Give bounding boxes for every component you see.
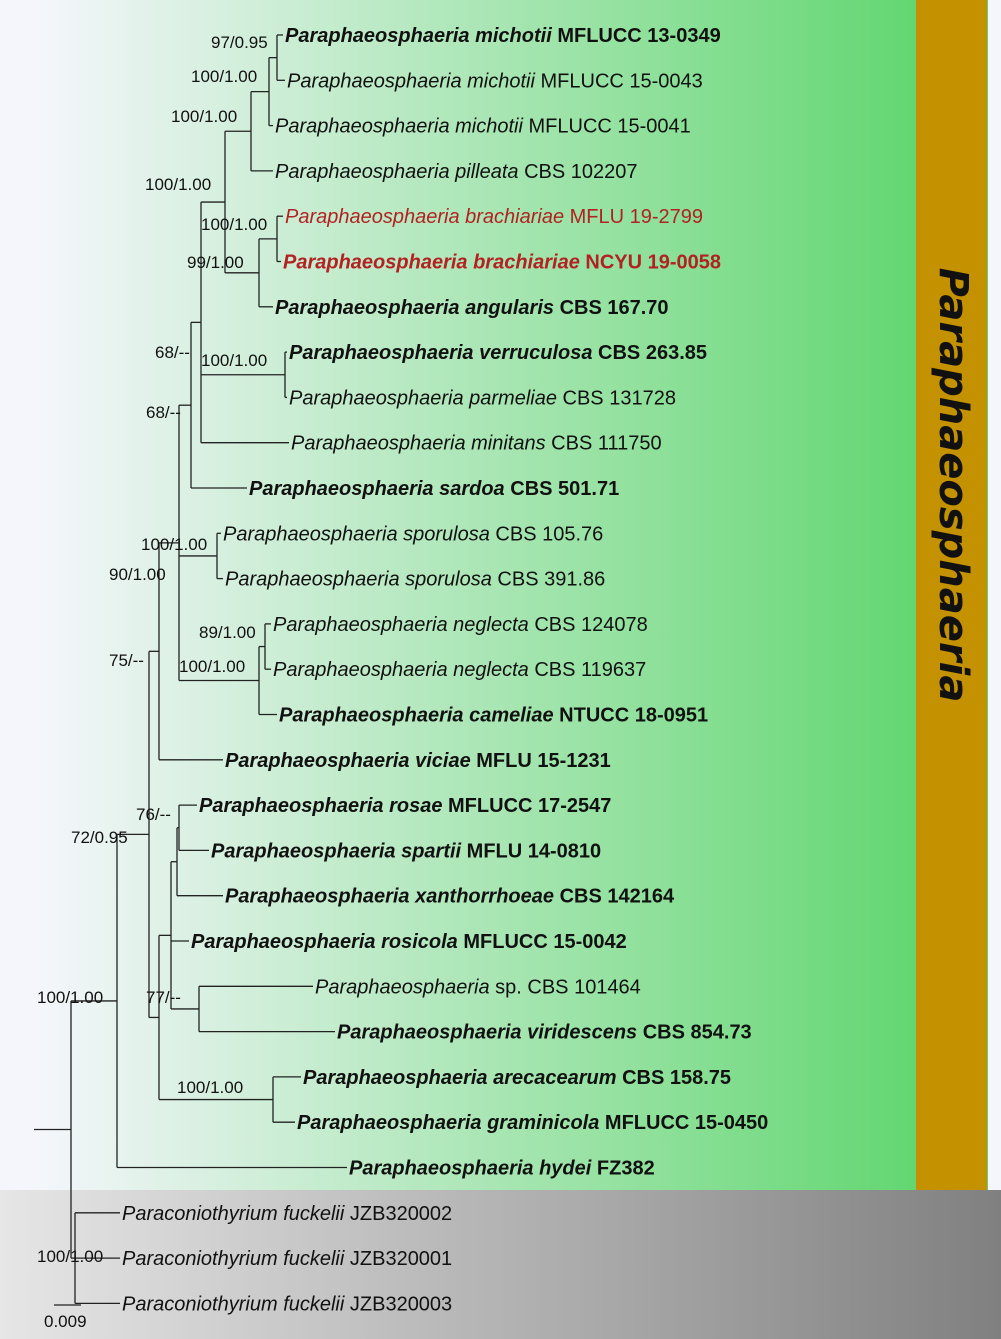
support-value: 97/0.95	[211, 33, 268, 52]
taxon-name: Paraphaeosphaeria	[279, 704, 470, 727]
taxon-label	[285, 206, 703, 228]
taxon-epithet: sporulosa	[403, 523, 490, 546]
taxon-epithet: brachiariae	[473, 251, 580, 274]
strain-id: CBS 158.75	[616, 1066, 732, 1089]
support-value: 68/--	[155, 343, 190, 362]
taxon-epithet: spartii	[401, 840, 462, 863]
taxon-label	[273, 614, 648, 636]
support-value: 100/1.00	[201, 351, 268, 370]
taxon-epithet: viciae	[415, 749, 471, 772]
taxon-label	[223, 523, 603, 545]
taxon-name: Paraphaeosphaeria	[287, 70, 468, 93]
taxon-name: Paraphaeosphaeria	[273, 613, 454, 636]
taxon-epithet: rosae	[389, 795, 443, 818]
taxon-name: Paraphaeosphaeria	[315, 976, 496, 999]
taxon-label	[275, 161, 638, 183]
taxon-name: Paraphaeosphaeria	[225, 568, 406, 591]
taxon-name: Paraphaeosphaeria	[275, 296, 466, 319]
taxon-epithet: neglecta	[453, 659, 529, 682]
strain-id: CBS 102207	[518, 160, 638, 183]
taxon-label	[275, 297, 669, 319]
taxon-name: Paraphaeosphaeria	[273, 659, 454, 682]
taxon-epithet: sporulosa	[405, 568, 492, 591]
taxon-label	[285, 25, 721, 47]
strain-id: CBS 142164	[554, 885, 675, 908]
taxon-label	[225, 750, 611, 772]
strain-id: CBS 263.85	[592, 342, 707, 365]
taxon-label	[273, 659, 646, 681]
strain-id: CBS 131728	[556, 387, 676, 410]
taxon-epithet: minitans	[471, 432, 546, 455]
taxon-name: Paraphaeosphaeria	[199, 795, 390, 818]
taxon-epithet: fuckelii	[283, 1248, 345, 1271]
strain-id: NTUCC 18-0951	[553, 704, 709, 727]
taxon-epithet: michotii	[475, 25, 552, 47]
taxon-name: Paraconiothyrium	[122, 1248, 284, 1271]
strain-id: CBS 119637	[528, 659, 647, 682]
strain-id: NCYU 19-0058	[579, 251, 722, 274]
clade-label: Paraphaeosphaeria	[930, 267, 976, 703]
taxon-name: Paraconiothyrium	[122, 1293, 284, 1316]
support-value: 68/--	[146, 403, 181, 422]
taxon-label	[122, 1293, 452, 1315]
taxon-label	[211, 840, 601, 862]
taxon-epithet: cameliae	[469, 704, 554, 727]
strain-id: CBS 105.76	[489, 523, 604, 546]
taxon-epithet: hydei	[539, 1157, 592, 1180]
taxon-epithet: rosicola	[381, 931, 458, 953]
taxon-name: Paraconiothyrium	[122, 1202, 284, 1225]
taxon-name: Paraphaeosphaeria	[291, 432, 472, 455]
taxon-epithet: xanthorrhoeae	[415, 885, 555, 908]
taxon-epithet: parmeliae	[469, 387, 557, 410]
taxon-name: Paraphaeosphaeria	[225, 885, 416, 908]
taxon-epithet: brachiariae	[465, 206, 565, 229]
taxon-name: Paraphaeosphaeria	[223, 523, 404, 546]
taxon-epithet: viridescens	[527, 1021, 638, 1044]
taxon-epithet: sp.	[495, 976, 522, 999]
taxon-epithet: arecacearum	[493, 1066, 617, 1089]
strain-id: CBS 101464	[521, 976, 641, 999]
taxon-label	[225, 886, 675, 908]
taxon-label	[122, 1203, 452, 1225]
taxon-epithet: fuckelii	[283, 1202, 345, 1225]
scale-bar-label: 0.009	[44, 1312, 87, 1331]
taxon-label	[199, 795, 611, 817]
support-value: 100/1.00	[145, 175, 212, 194]
strain-id: FZ382	[591, 1157, 655, 1180]
strain-id: MFLUCC 15-0043	[534, 70, 703, 93]
taxon-epithet: sardoa	[439, 478, 505, 500]
taxon-name: Paraphaeosphaeria	[275, 160, 456, 183]
taxon-name: Paraphaeosphaeria	[349, 1157, 540, 1180]
taxon-name: Paraphaeosphaeria	[303, 1066, 494, 1089]
taxon-label	[191, 931, 627, 953]
taxon-epithet: angularis	[465, 296, 555, 319]
support-value: 100/1.00	[37, 988, 104, 1007]
strain-id: MFLU 14-0810	[461, 840, 602, 863]
taxon-label	[275, 116, 691, 138]
taxon-label	[122, 1248, 452, 1270]
support-value: 77/--	[146, 988, 181, 1007]
strain-id: CBS 501.71	[504, 478, 620, 500]
taxon-epithet: neglecta	[453, 613, 529, 636]
taxon-name: Paraphaeosphaeria	[297, 1112, 488, 1135]
taxon-label	[225, 569, 605, 591]
support-value: 99/1.00	[187, 253, 244, 272]
strain-id: MFLU 15-1231	[470, 749, 611, 772]
support-value: 100/1.00	[179, 657, 246, 676]
taxon-label	[303, 1067, 731, 1089]
strain-id: JZB320003	[344, 1293, 453, 1316]
taxon-label	[315, 976, 641, 998]
support-value: 100/1.00	[171, 107, 238, 126]
strain-id: MFLUCC 15-0450	[599, 1112, 769, 1135]
taxon-name: Paraphaeosphaeria	[337, 1021, 528, 1044]
taxon-label	[297, 1112, 768, 1134]
support-value: 100/1.00	[177, 1078, 244, 1097]
taxon-name: Paraphaeosphaeria	[289, 342, 480, 365]
support-value: 100/1.00	[191, 67, 258, 86]
taxon-name: Paraphaeosphaeria	[275, 115, 456, 138]
support-value: 90/1.00	[109, 565, 166, 584]
taxon-label	[337, 1022, 752, 1044]
strain-id: MFLUCC 17-2547	[442, 795, 612, 818]
taxon-label	[287, 70, 703, 92]
taxon-label	[249, 478, 619, 500]
taxon-label	[283, 252, 721, 274]
strain-id: CBS 111750	[545, 432, 662, 455]
taxon-epithet: pilleata	[455, 160, 519, 183]
support-value: 100/1.00	[37, 1247, 104, 1266]
support-value: 76/--	[136, 805, 171, 824]
taxon-label	[279, 705, 708, 727]
strain-id: CBS 854.73	[637, 1021, 752, 1044]
strain-id: JZB320002	[344, 1202, 453, 1225]
taxon-name: Paraphaeosphaeria	[289, 387, 470, 410]
taxon-epithet: graminicola	[487, 1112, 600, 1135]
support-value: 100/1.00	[141, 535, 208, 554]
support-value: 89/1.00	[199, 623, 256, 642]
taxon-label	[349, 1158, 655, 1180]
taxon-name: Paraphaeosphaeria	[249, 478, 440, 500]
strain-id: MFLUCC 15-0041	[522, 115, 691, 138]
taxon-epithet: michotii	[467, 70, 535, 93]
taxon-name: Paraphaeosphaeria	[225, 749, 416, 772]
support-value: 100/1.00	[201, 215, 268, 234]
strain-id: JZB320001	[344, 1248, 453, 1271]
support-value: 75/--	[109, 651, 144, 670]
strain-id: MFLUCC 13-0349	[551, 25, 721, 47]
taxon-name: Paraphaeosphaeria	[285, 25, 476, 47]
strain-id: CBS 391.86	[491, 568, 606, 591]
strain-id: MFLU 19-2799	[564, 206, 704, 229]
strain-id: CBS 124078	[528, 613, 648, 636]
taxon-name: Paraphaeosphaeria	[211, 840, 402, 863]
taxon-name: Paraphaeosphaeria	[191, 931, 382, 953]
taxon-label	[289, 342, 707, 364]
taxon-epithet: fuckelii	[283, 1293, 345, 1316]
taxon-label	[291, 433, 662, 455]
taxon-name: Paraphaeosphaeria	[285, 206, 466, 229]
strain-id: MFLUCC 15-0042	[457, 931, 627, 953]
strain-id: CBS 167.70	[554, 296, 669, 319]
taxon-epithet: verruculosa	[479, 342, 593, 365]
taxon-label	[289, 387, 676, 409]
taxon-epithet: michotii	[455, 115, 523, 138]
taxon-name: Paraphaeosphaeria	[283, 251, 474, 274]
support-value: 72/0.95	[71, 828, 128, 847]
